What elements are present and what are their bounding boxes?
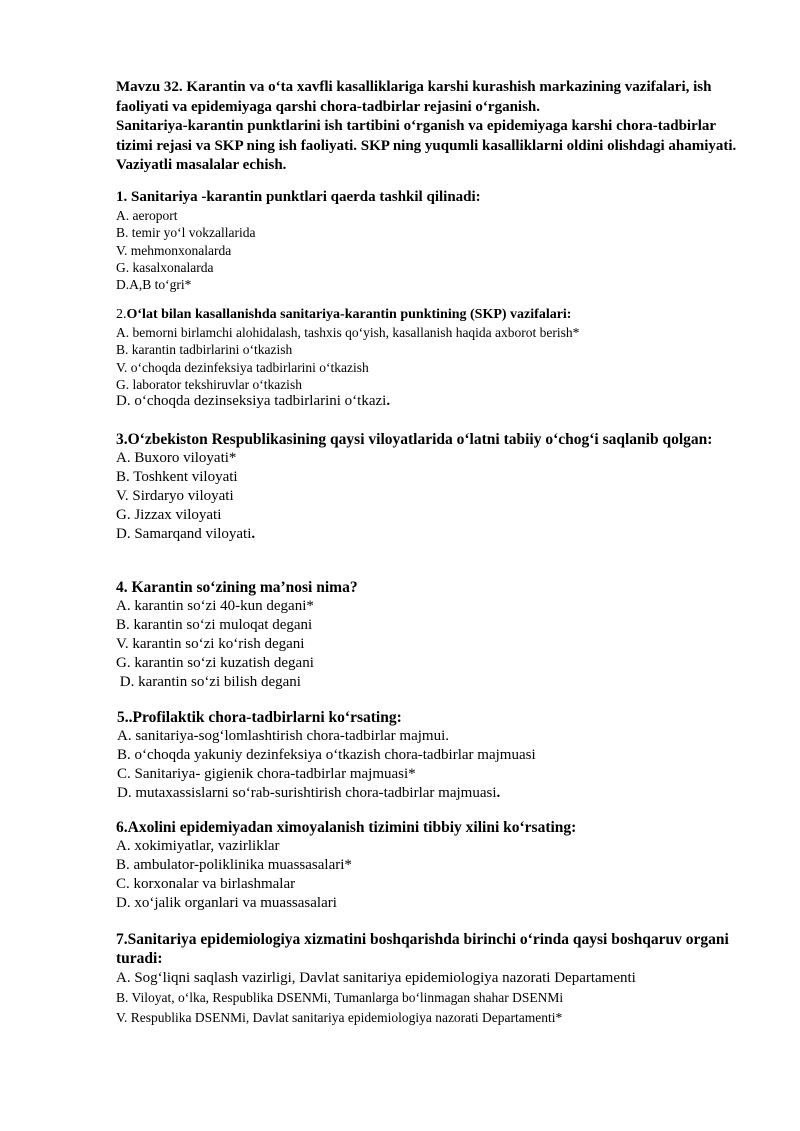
period-mark: . [386, 393, 391, 410]
question-title: 4. Karantin so‘zining ma’nosi nima? [116, 579, 358, 596]
answer-options [117, 727, 767, 803]
answer-option: G. Jizzax viloyati [116, 506, 222, 523]
answer-options [116, 324, 766, 410]
answer-text: D. Samarqand viloyati [116, 525, 252, 542]
answer-option: B. Toshkent viloyati [116, 468, 238, 485]
topic-header [116, 78, 756, 176]
answer-option: G. laborator tekshiruvlar o‘tkazish [116, 376, 302, 392]
question-7 [116, 930, 766, 1028]
question-2 [116, 306, 766, 410]
answer-option: A. karantin so‘zi 40-kun degani* [116, 598, 314, 614]
answer-option: B. karantin tadbirlarini o‘tkazish [116, 342, 293, 358]
answer-option: V. Respublika DSENMi, Davlat sanitariya epidemiologiya nazorati Departamenti* [116, 1010, 563, 1025]
answer-option: A. xokimiyatlar, vazirliklar [116, 838, 280, 854]
question-3 [116, 430, 766, 544]
answer-option: B. ambulator-poliklinika muassasalari* [116, 856, 352, 873]
question-title: 5..Profilaktik chora-tadbirlarni ko‘rsating: [117, 709, 402, 726]
question-number: 2. [116, 307, 127, 322]
answer-text: D. mutaxassislarni so‘rab-surishtirish chora-tadbirlar majmuasi [117, 784, 497, 801]
answer-option: A. Sog‘liqni saqlash vazirligi, Davlat sanitariya epidemiologiya nazorati Departamenti [116, 970, 636, 986]
answer-option: A. Buxoro viloyati* [116, 450, 237, 466]
question-title [116, 306, 766, 324]
period-mark: . [251, 525, 256, 542]
answer-options [116, 968, 766, 1028]
answer-option: V. mehmonxonalarda [116, 242, 232, 258]
answer-option: V. o‘choqda dezinfeksiya tadbirlarini o‘tkazish [116, 359, 369, 375]
answer-options [116, 837, 766, 913]
answer-option: C. Sanitariya- gigienik chora-tadbirlar majmuasi* [117, 765, 416, 782]
answer-option: G. karantin so‘zi kuzatish degani [116, 654, 314, 671]
topic-title: Mavzu 32. Karantin va o‘ta xavfli kasalliklariga karshi kurashish markazining vazifalari, ish faoliyati va epidemiyaga qarshi chora-tadbirlar rejasini o‘rganish. [116, 79, 712, 115]
answer-option: D.A,B to‘gri* [116, 277, 192, 293]
question-5 [117, 708, 767, 803]
answer-option: B. Viloyat, o‘lka, Respublika DSENMi, Tumanlarga bo‘linmagan shahar DSENMi [116, 990, 564, 1005]
answer-options [116, 449, 766, 544]
question-title: 7.Sanitariya epidemiologiya xizmatini boshqarishda birinchi o‘rinda qaysi boshqaruv organi turadi: [116, 931, 729, 967]
answer-option: B. temir yo‘l vokzallarida [116, 225, 256, 241]
answer-options [116, 597, 766, 692]
question-6 [116, 818, 766, 913]
question-title: 1. Sanitariya -karantin punktlari qaerda tashkil qilinadi: [116, 189, 481, 205]
answer-option: B. o‘choqda yakuniy dezinfeksiya o‘tkazish chora-tadbirlar majmuasi [117, 746, 536, 763]
answer-option [116, 525, 766, 544]
topic-subtitle: Sanitariya-karantin punktlarini ish tartibini o‘rganish va epidemiyaga karshi chora-tadbirlar tizimi rejasi va SKP ning ish faoliyati. SKP ning yuqumli kasalliklarni oldini olishdagi ahamiyati. Vaziyatli masalalar echish. [116, 118, 737, 173]
answer-text: D. o‘choqda dezinseksiya tadbirlarini o‘tkazi [116, 393, 387, 410]
answer-option: A. bemorni birlamchi alohidalash, tashxis qo‘yish, kasallanish haqida axborot berish* [116, 325, 580, 340]
answer-option [117, 784, 767, 803]
answer-option: G. kasalxonalarda [116, 259, 214, 275]
answer-option: A. aeroport [116, 208, 178, 223]
answer-option: C. korxonalar va birlashmalar [116, 875, 296, 892]
answer-option: A. sanitariya-sog‘lomlashtirish chora-tadbirlar majmui. [117, 728, 449, 744]
answer-options [116, 207, 766, 293]
answer-option: V. karantin so‘zi ko‘rish degani [116, 635, 305, 652]
question-text: O‘lat bilan kasallanishda sanitariya-karantin punktining (SKP) vazifalari: [126, 307, 572, 322]
answer-option: V. Sirdaryo viloyati [116, 487, 234, 504]
answer-option: D. karantin so‘zi bilish degani [116, 673, 301, 690]
question-title: 6.Axolini epidemiyadan ximoyalanish tizimini tibbiy xilini ko‘rsating: [116, 819, 577, 836]
question-1 [116, 188, 766, 293]
period-mark: . [496, 784, 501, 801]
question-title: 3.O‘zbekiston Respublikasining qaysi viloyatlarida o‘latni tabiiy o‘chog‘i saqlanib qolgan: [116, 431, 713, 448]
answer-option: B. karantin so‘zi muloqat degani [116, 616, 313, 633]
question-4 [116, 578, 766, 692]
answer-option: D. xo‘jalik organlari va muassasalari [116, 894, 337, 911]
answer-option [116, 393, 766, 410]
